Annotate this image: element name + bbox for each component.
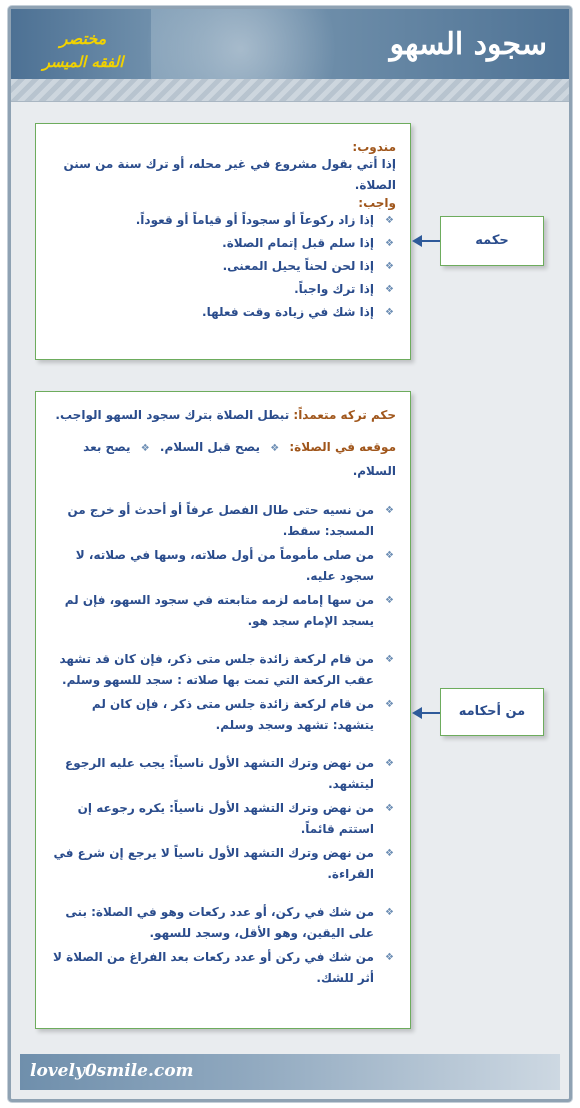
- arrow-icon: [420, 240, 440, 242]
- rulings-group-1: [48, 500, 396, 632]
- list-item: ❖ من شك في ركن، أو عدد ركعات وهو في الصلاة: بنى على اليقين، وهو الأقل، وسجد للسهو.: [48, 902, 396, 944]
- list-item: ❖ من نهض وترك التشهد الأول ناسياً لا يرجع إن شرع في القراءة.: [48, 843, 396, 885]
- header-banner: [11, 9, 569, 79]
- book-title-line2: الفقه الميسر: [42, 53, 124, 71]
- list-item: ❖ من نسيه حتى طال الفصل عرفاً أو أحدث أو خرج من المسجد: سقط.: [48, 500, 396, 542]
- wajib-label: واجب:: [358, 196, 396, 210]
- position-option-after: يصح بعد السلام.: [83, 440, 396, 478]
- deliberate-ruling: [48, 404, 396, 426]
- deliberate-ruling-text: تبطل الصلاة بترك سجود السهو الواجب.: [55, 408, 290, 422]
- ornamental-band: [11, 79, 569, 102]
- list-item: ❖ من سها إمامه لزمه متابعته في سجود السهو، فإن لم يسجد الإمام سجد هو.: [48, 590, 396, 632]
- rulings-group-3: [48, 753, 396, 885]
- list-item: ❖ من نهض وترك التشهد الأول ناسياً: يكره رجوعه إن استتم قائماً.: [48, 798, 396, 840]
- list-item: ❖ من صلى مأموماً من أول صلاته، وسها في صلاته، لا سجود عليه.: [48, 545, 396, 587]
- position-option-before: يصح قبل السلام.: [159, 440, 260, 454]
- wajib-list: [48, 210, 396, 323]
- page-title: سجود السهو: [389, 27, 547, 62]
- arrow-icon: [420, 712, 440, 714]
- list-item: ❖ إذا سلم قبل إتمام الصلاة.: [48, 233, 396, 254]
- list-item: ❖ إذا لحن لحناً يحيل المعنى.: [48, 256, 396, 277]
- list-item: ❖ من نهض وترك التشهد الأول ناسياً: يجب عليه الرجوع ليتشهد.: [48, 753, 396, 795]
- rulings-box: [35, 391, 411, 1029]
- site-watermark: lovely0smile.com: [30, 1061, 194, 1081]
- list-item: ❖ من شك في ركن أو عدد ركعات بعد الفراغ من الصلاة لا أثر للشك.: [48, 947, 396, 989]
- list-item: ❖ إذا ترك واجباً.: [48, 279, 396, 300]
- mandub-label: مندوب:: [352, 140, 396, 154]
- position-line: [48, 436, 396, 482]
- rulings-group-2: [48, 649, 396, 736]
- position-label: موقعه في الصلاة:: [289, 440, 396, 454]
- bullet-icon: ❖: [270, 443, 280, 454]
- rulings-group-4: [48, 902, 396, 989]
- book-title-line1: مختصر: [59, 29, 107, 48]
- list-item: ❖ إذا زاد ركوعاً أو سجوداً أو قياماً أو قعوداً.: [48, 210, 396, 231]
- header-ornament-circle: [131, 9, 351, 79]
- list-item: ❖ من قام لركعة زائدة جلس متى ذكر ، فإن كان لم يتشهد: تشهد وسجد وسلم.: [48, 694, 396, 736]
- rulings-side-label: من أحكامه: [440, 688, 544, 736]
- ruling-box: [35, 123, 411, 360]
- list-item: ❖ من قام لركعة زائدة جلس متى ذكر، فإن كان قد تشهد عقب الركعة التي تمت بها صلاته : سجد للسهو وسلم.: [48, 649, 396, 691]
- list-item: ❖ إذا شك في زيادة وقت فعلها.: [48, 302, 396, 323]
- bullet-icon: ❖: [140, 443, 150, 454]
- mandub-text: إذا أتي بقول مشروع في غير محله، أو ترك سنة من سنن الصلاة.: [63, 157, 396, 192]
- ruling-side-label: حكمه: [440, 216, 544, 266]
- deliberate-ruling-label: حكم تركه متعمداً:: [293, 408, 396, 422]
